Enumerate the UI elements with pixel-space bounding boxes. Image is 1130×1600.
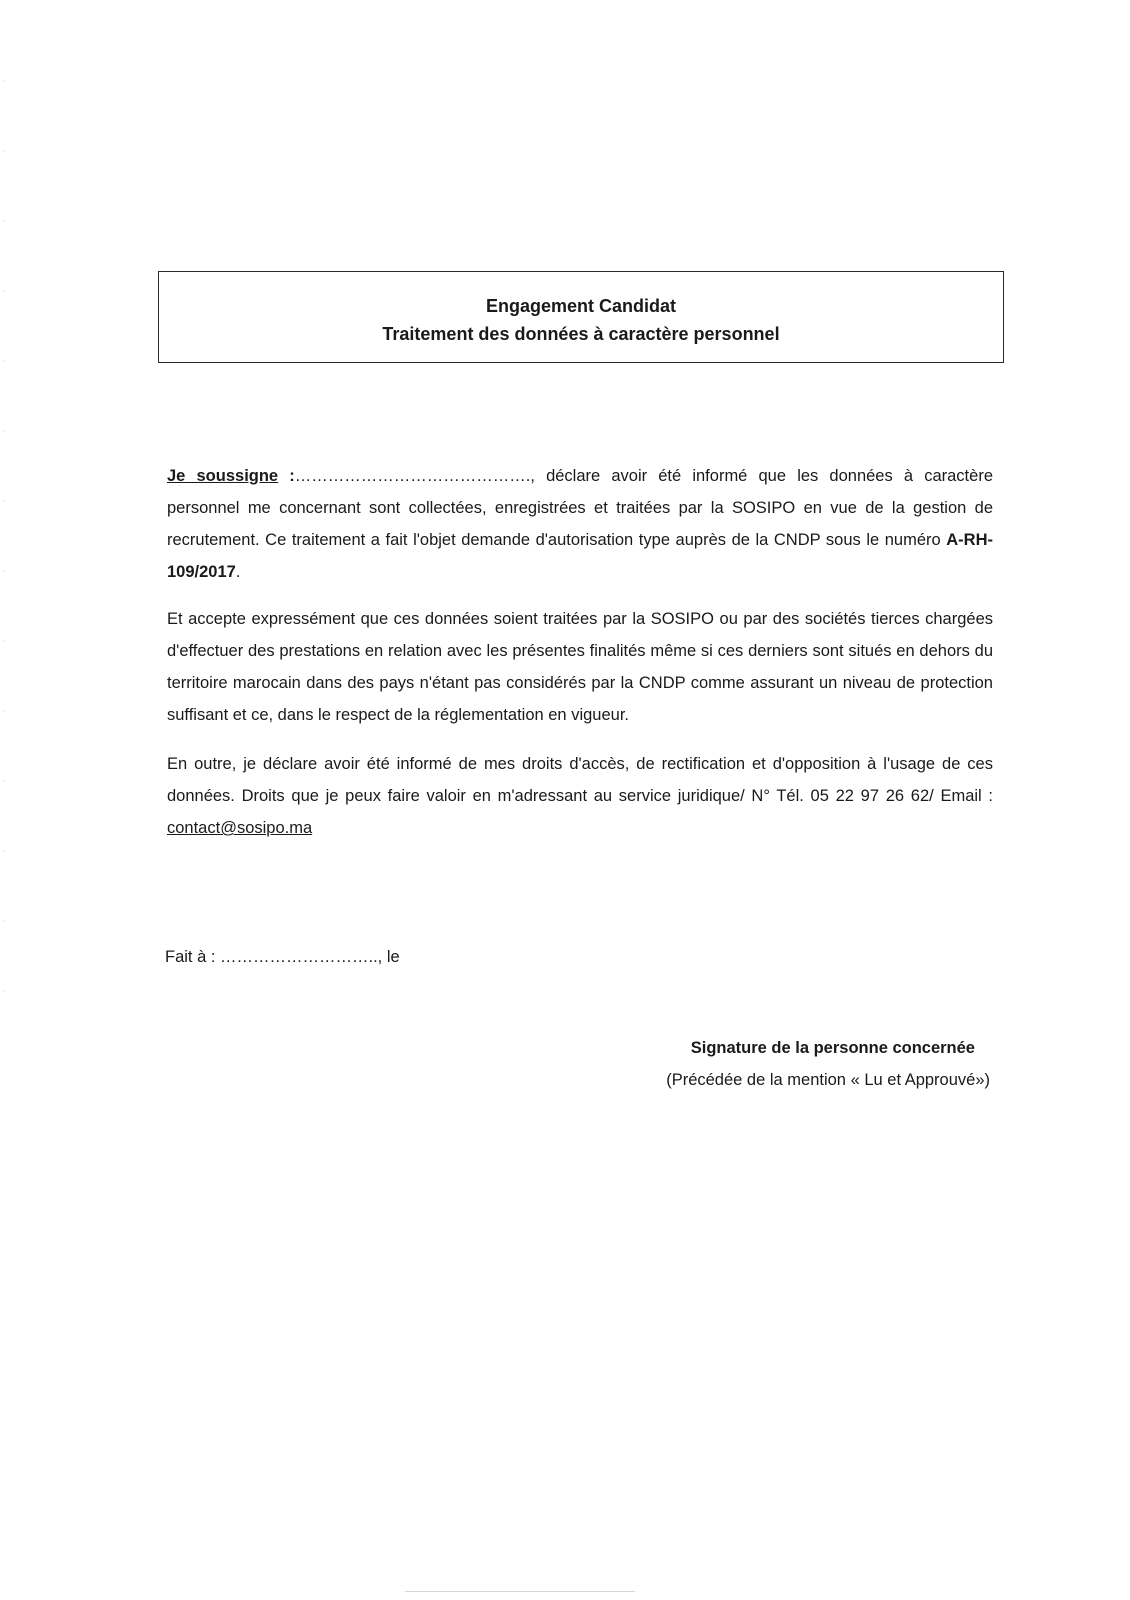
rights-text: En outre, je déclare avoir été informé de mes droits d'accès, de rectification et d'opposition à l'usage de ces données. Droits que je peux faire valoir en m'adressant au service juridique/ N° Tél. 05 22 97 26 62/ Email : bbox=[167, 755, 993, 805]
signature-title: Signature de la personne concernée bbox=[690, 1039, 975, 1057]
email-link[interactable]: contact@sosipo.ma bbox=[167, 819, 313, 837]
scan-edge-marks bbox=[4, 80, 5, 1020]
consent-paragraph: Et accepte expressément que ces données soient traitées par la SOSIPO ou par des sociétés tierces chargées d'effectuer des prestations en relation avec les présentes finalités même si ces derniers sont situés en dehors du territoire marocain dans des pays n'étant pas considérés par la CNDP comme assurant un niveau de protection suffisant et ce, dans le respect de la réglementation en vigueur. bbox=[167, 610, 993, 724]
rights-paragraph bbox=[167, 748, 993, 844]
bottom-divider bbox=[405, 1591, 635, 1592]
title-box bbox=[158, 271, 1004, 363]
declaration-text: ……………………………………., déclare avoir été informé que les données à caractère personnel me concernant sont collectées, enregistrées et traitées par la SOSIPO en vue de la gestion de recrutement. Ce traitement a fait l'objet demande d'autorisation type auprès de la CNDP sous le numéro bbox=[167, 467, 993, 549]
undersigned-colon: : bbox=[278, 467, 295, 485]
signature-block bbox=[666, 1032, 990, 1096]
authorization-number: A-RH-109/2017 bbox=[167, 531, 993, 581]
undersigned-label: Je soussigne bbox=[167, 467, 279, 485]
signature-note: (Précédée de la mention « Lu et Approuvé») bbox=[666, 1071, 990, 1089]
document-title: Engagement Candidat bbox=[485, 296, 677, 316]
place-date-line: Fait à : ……………………….., le bbox=[165, 948, 400, 966]
declaration-paragraph bbox=[167, 460, 993, 588]
document-subtitle: Traitement des données à caractère personnel bbox=[382, 324, 780, 344]
declaration-end: . bbox=[235, 563, 241, 581]
